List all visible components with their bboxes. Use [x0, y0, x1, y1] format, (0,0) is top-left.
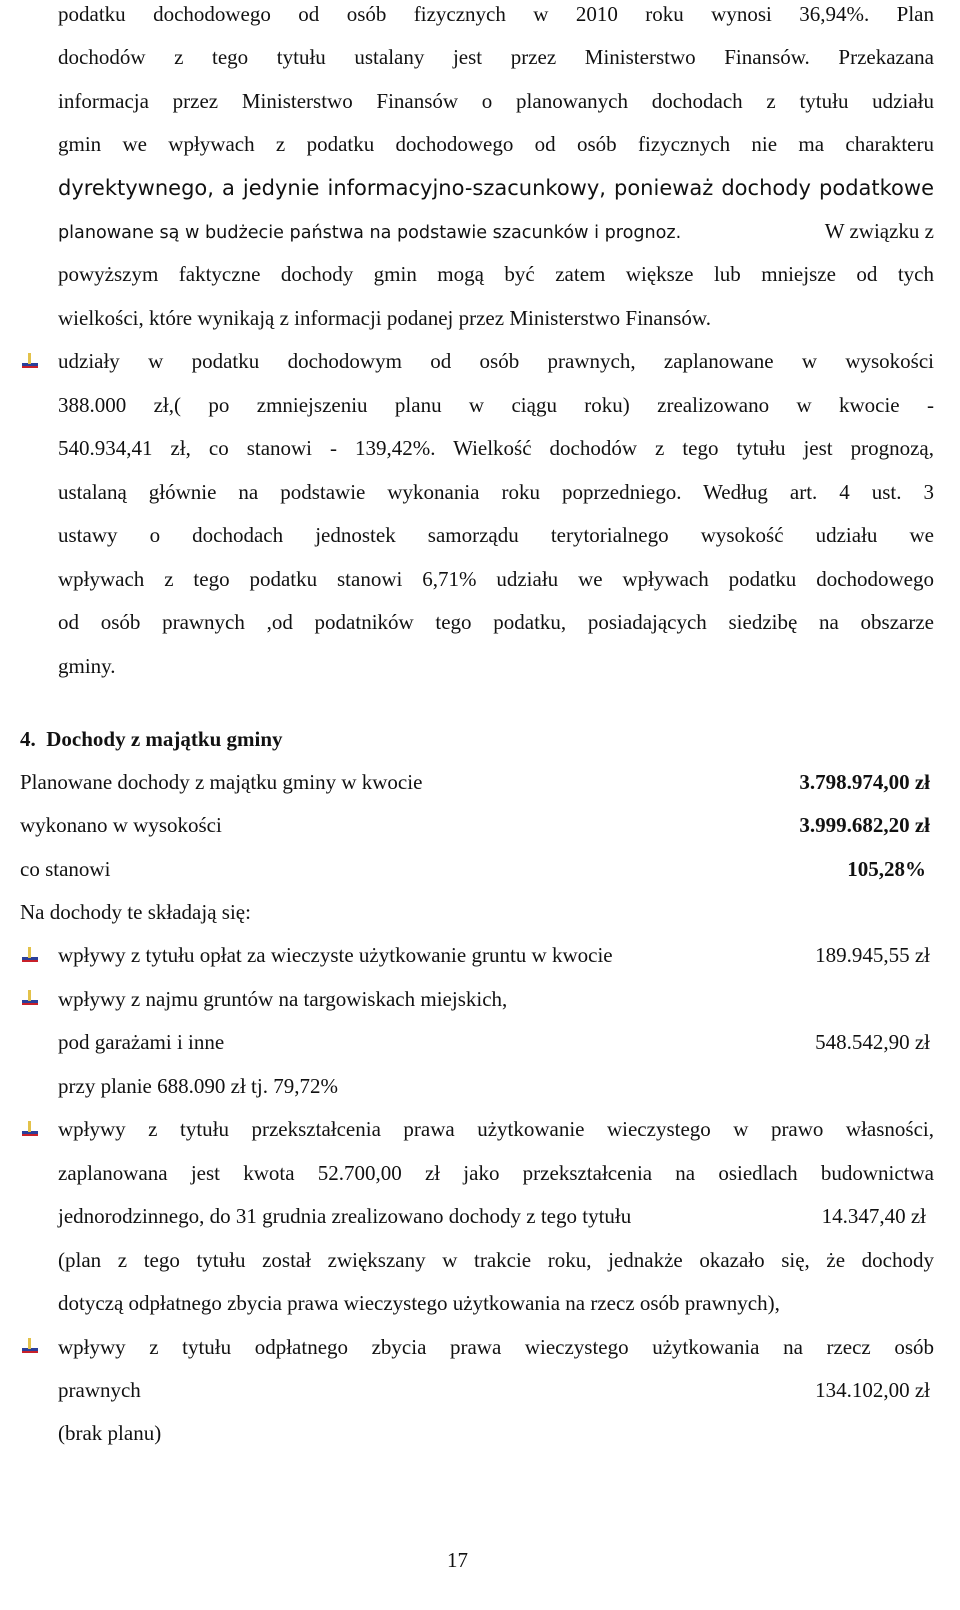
section-heading: 4. Dochody z majątku gminy: [20, 727, 283, 751]
executed-value: 3.999.682,20 zł: [799, 813, 930, 837]
consists-label: Na dochody te składają się:: [20, 900, 251, 924]
ratio-label: co stanowi: [20, 857, 111, 881]
rent-line-3: przy planie 688.090 zł tj. 79,72%: [58, 1074, 338, 1098]
conv-line-4: (plan z tego tytułu został zwiększany w trakcie roku, jednakże okazało się, że dochody: [58, 1248, 934, 1272]
intro-line-4: gmin we wpływach z podatku dochodowego od osób fizycznych nie ma charakteru: [58, 132, 934, 156]
bullet-arrow-icon: [21, 1337, 39, 1355]
bullet-arrow-icon: [21, 1120, 39, 1138]
intro-line-6a: planowane są w budżecie państwa na podstawie szacunków i prognoz.: [58, 223, 682, 243]
bullet-arrow-icon: [21, 946, 39, 964]
planned-value: 3.798.974,00 zł: [799, 770, 930, 794]
executed-label: wykonano w wysokości: [20, 813, 222, 837]
usufruct-label: wpływy z tytułu opłat za wieczyste użytkowanie gruntu w kwocie: [58, 943, 613, 967]
sale-line-1: wpływy z tytułu odpłatnego zbycia prawa wieczystego użytkowania na rzecz osób: [58, 1335, 934, 1359]
cit-line-4: ustalaną głównie na podstawie wykonania roku poprzedniego. Według art. 4 ust. 3: [58, 480, 934, 504]
sale-line-2: prawnych: [58, 1378, 141, 1402]
intro-line-3: informacja przez Ministerstwo Finansów o planowanych dochodach z tytułu udziału: [58, 89, 934, 113]
cit-line-5: ustawy o dochodach jednostek samorządu terytorialnego wysokość udziału we: [58, 523, 934, 547]
conv-value: 14.347,40 zł: [821, 1204, 926, 1228]
intro-line-7: powyższym faktyczne dochody gmin mogą być zatem większe lub mniejsze od tych: [58, 262, 934, 286]
ratio-value: 105,28%: [847, 857, 926, 881]
cit-line-1: udziały w podatku dochodowym od osób prawnych, zaplanowane w wysokości: [58, 349, 934, 373]
bullet-arrow-icon: [21, 352, 39, 370]
intro-line-6: [58, 217, 934, 247]
intro-line-6b: W związku z: [824, 219, 934, 243]
rent-line-1: wpływy z najmu gruntów na targowiskach miejskich,: [58, 987, 508, 1011]
sale-value: 134.102,00 zł: [815, 1378, 930, 1402]
bullet-arrow-icon: [21, 989, 39, 1007]
intro-line-5: dyrektywnego, a jedynie informacyjno-szacunkowy, ponieważ dochody podatkowe: [58, 176, 934, 200]
page-number: 17: [447, 1548, 468, 1572]
intro-line-2: dochodów z tego tytułu ustalany jest przez Ministerstwo Finansów. Przekazana: [58, 45, 934, 69]
sale-line-3: (brak planu): [58, 1421, 162, 1445]
rent-value: 548.542,90 zł: [815, 1030, 930, 1054]
usufruct-value: 189.945,55 zł: [815, 943, 930, 967]
cit-line-6: wpływach z tego podatku stanowi 6,71% udziału we wpływach podatku dochodowego: [58, 567, 934, 591]
intro-line-8: wielkości, które wynikają z informacji podanej przez Ministerstwo Finansów.: [58, 306, 711, 330]
intro-line-1: podatku dochodowego od osób fizycznych w 2010 roku wynosi 36,94%. Plan: [58, 2, 934, 26]
conv-line-2: zaplanowana jest kwota 52.700,00 zł jako przekształcenia na osiedlach budownictwa: [58, 1161, 934, 1185]
rent-line-2: pod garażami i inne: [58, 1030, 225, 1054]
cit-line-2: 388.000 zł,( po zmniejszeniu planu w ciągu roku) zrealizowano w kwocie -: [58, 393, 934, 417]
cit-line-8: gminy.: [58, 654, 116, 678]
conv-line-1: wpływy z tytułu przekształcenia prawa użytkowanie wieczystego w prawo własności,: [58, 1117, 934, 1141]
cit-line-7: od osób prawnych ,od podatników tego podatku, posiadających siedzibę na obszarze: [58, 610, 934, 634]
conv-line-3: jednorodzinnego, do 31 grudnia zrealizowano dochody z tego tytułu: [58, 1204, 632, 1228]
planned-label: Planowane dochody z majątku gminy w kwocie: [20, 770, 423, 794]
cit-line-3: 540.934,41 zł, co stanowi - 139,42%. Wielkość dochodów z tego tytułu jest prognozą,: [58, 436, 934, 460]
conv-line-5: dotyczą odpłatnego zbycia prawa wieczystego użytkowania na rzecz osób prawnych),: [58, 1291, 780, 1315]
